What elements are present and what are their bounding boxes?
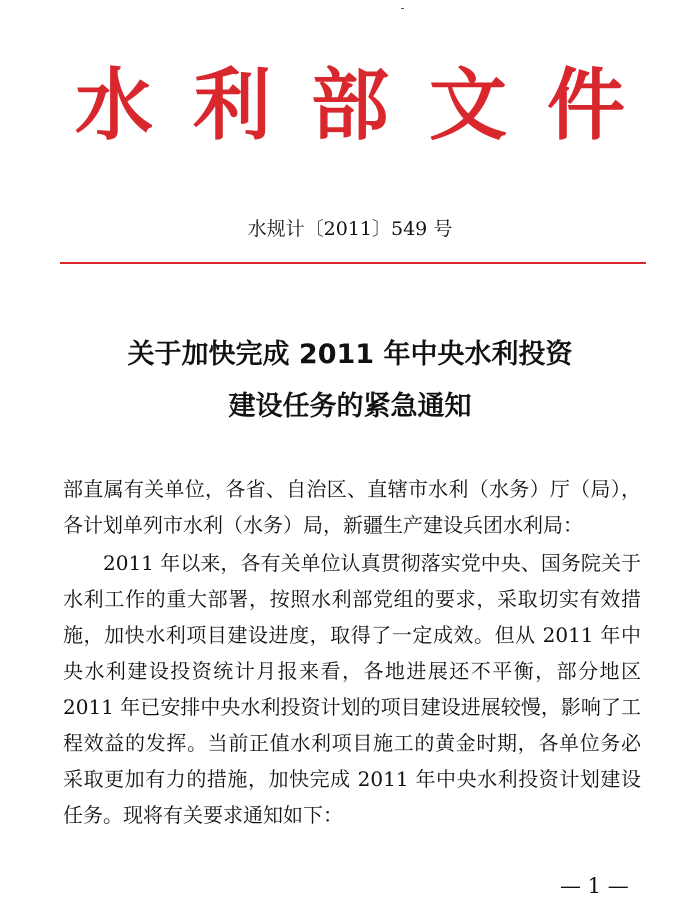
page-number: — 1 —: [560, 874, 629, 898]
issuer-header-title: 水利部文件: [74, 61, 665, 151]
document-number: 水规计〔2011〕549 号: [247, 218, 453, 240]
addressee-paragraph: 部直属有关单位，各省、自治区、直辖市水利（水务）厅（局），各计划单列市水利（水务）局，新疆生产建设兵团水利局：: [63, 477, 641, 537]
document-title-line-2: 建设任务的紧急通知: [228, 391, 472, 422]
scan-speck: [401, 8, 404, 9]
body-paragraph: 2011 年以来，各有关单位认真贯彻落实党中央、国务院关于水利工作的重大部署，按照水利部党组的要求，采取切实有效措施，加快水利项目建设进度，取得了一定成效。但从 2011 年中央水利建设投资统计月报来看，各地进展还不平衡，部分地区 2011 年已安排中央水利投资计划的项目建设进展较慢，影响了工程效益的发挥。当前正值水利项目施工的黄金时期，各单位务必采取更加有力的措施，加快完成 2011 年中央水利投资计划建设任务。现将有关要求通知如下：: [63, 551, 641, 827]
document-title-line-1: 关于加快完成 2011 年中央水利投资: [127, 339, 573, 370]
red-separator-line: [60, 262, 646, 264]
